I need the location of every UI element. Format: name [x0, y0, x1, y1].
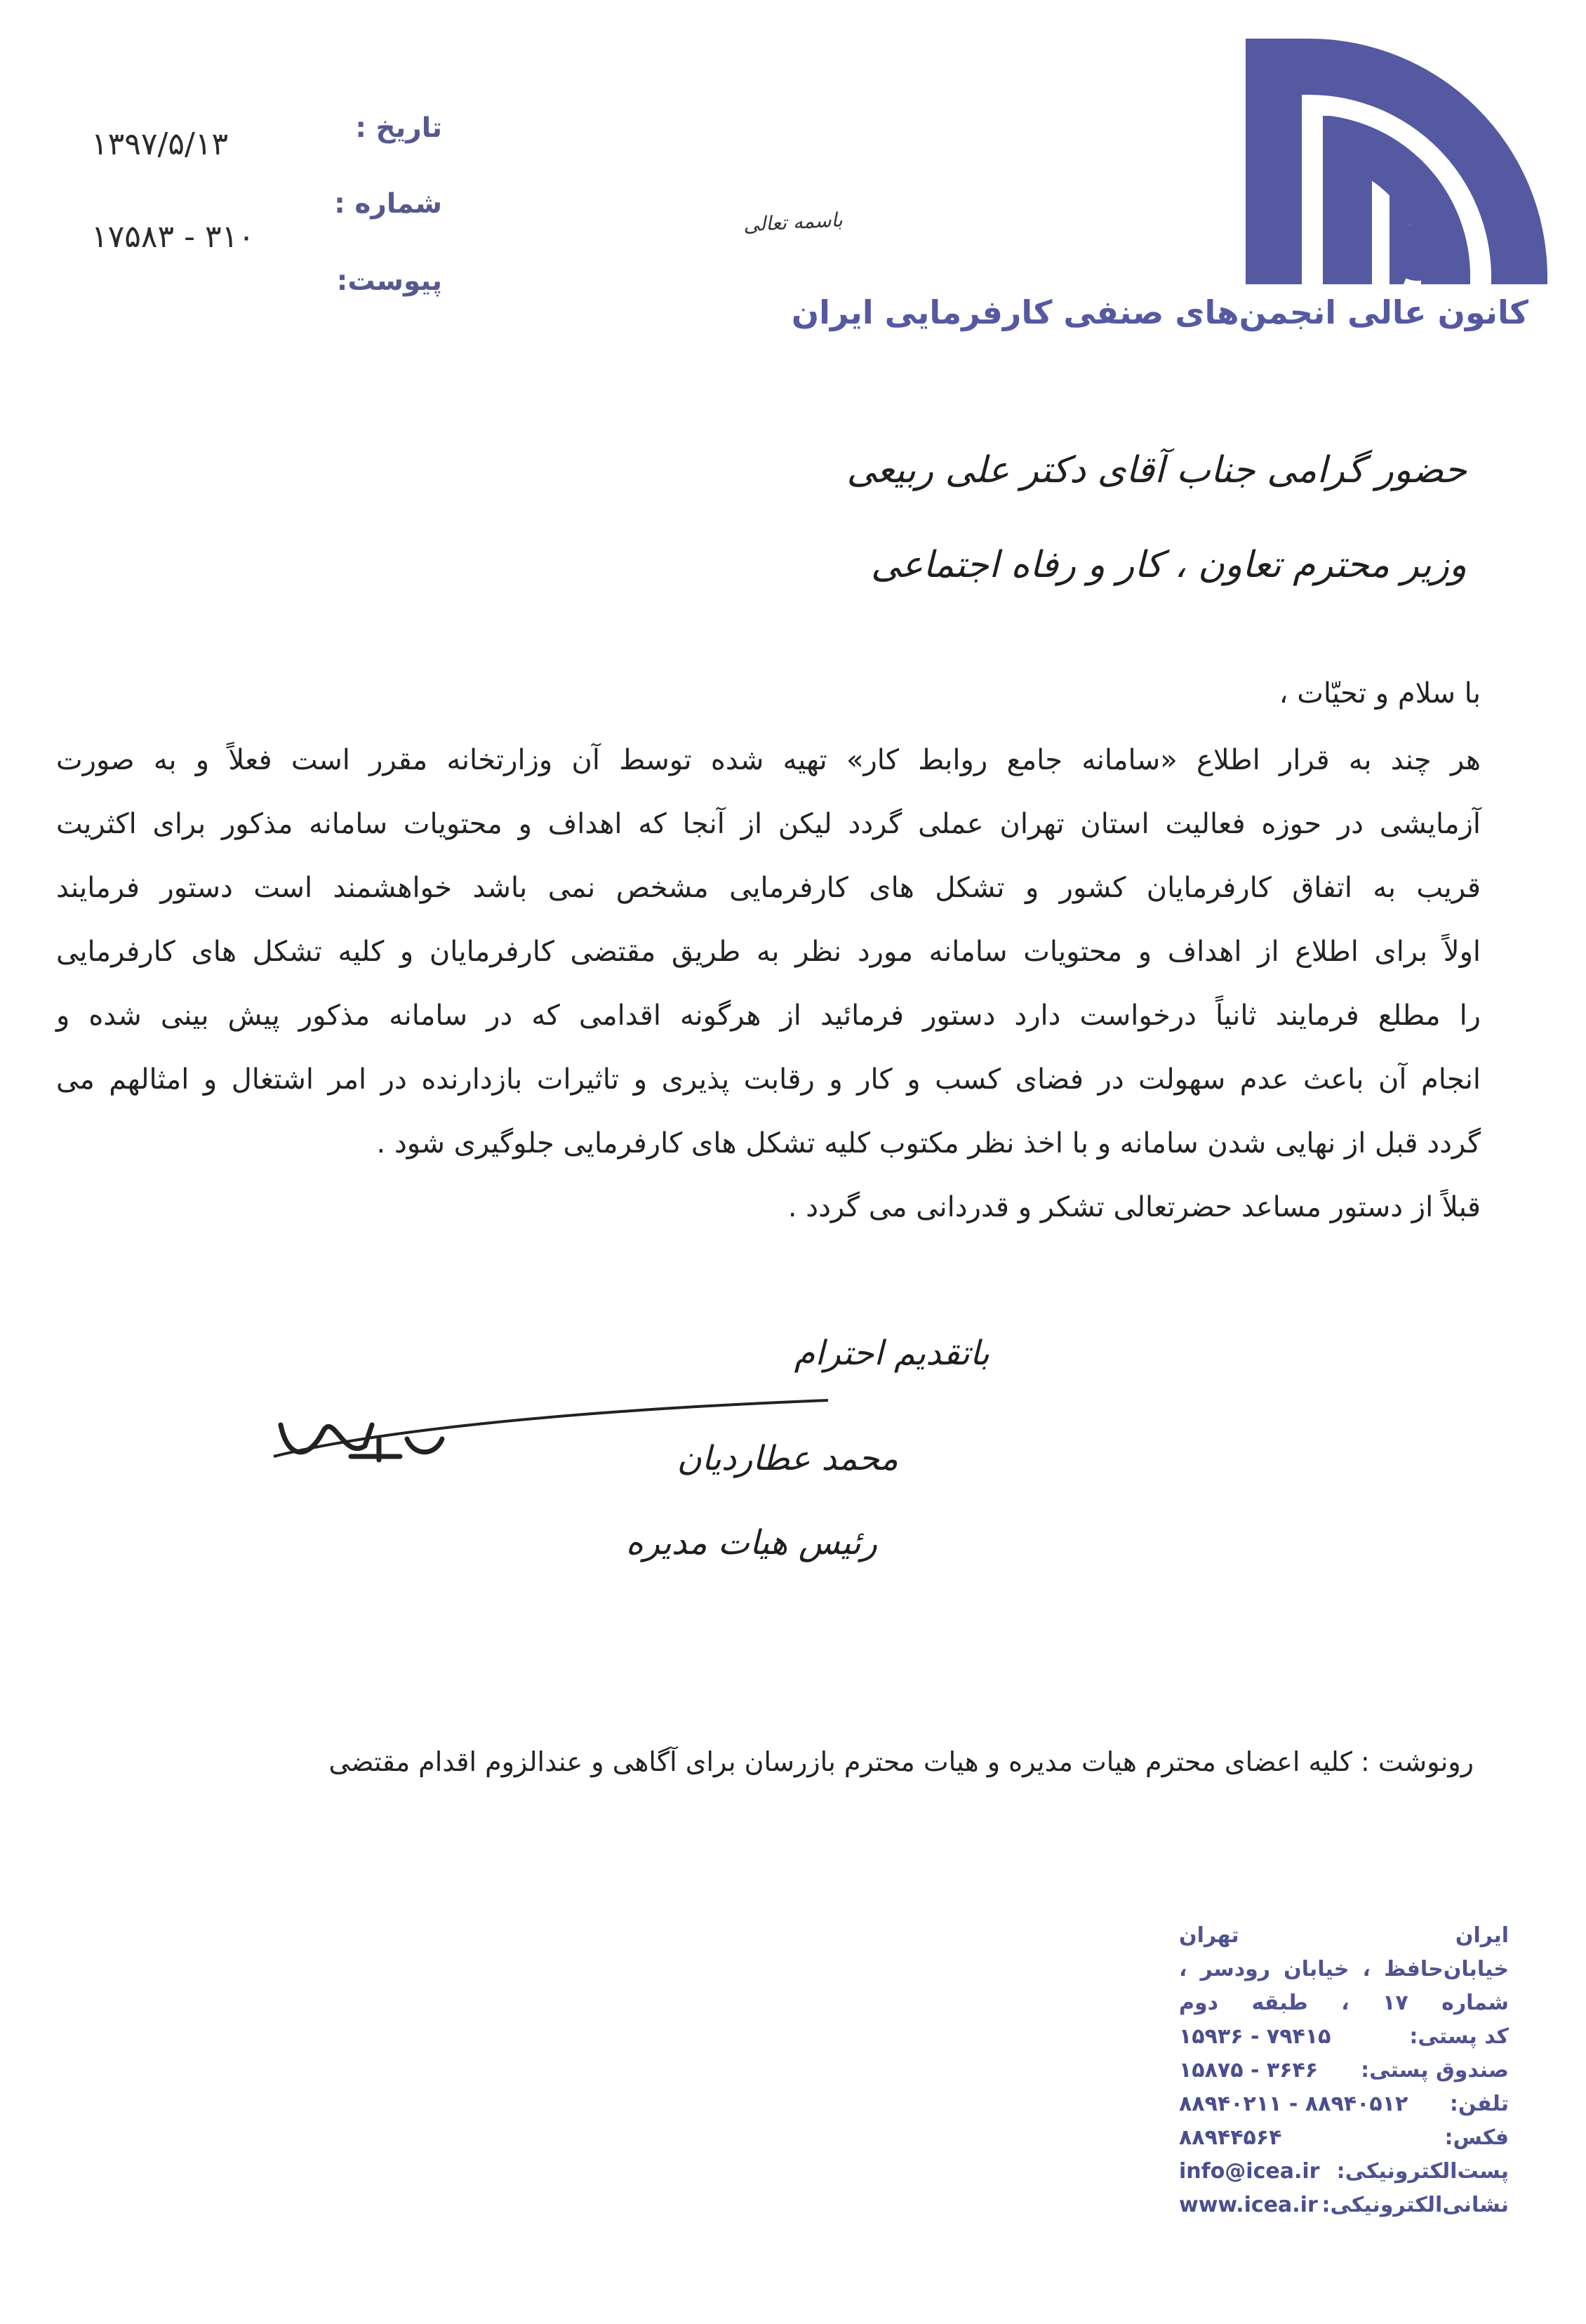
body-line: را مطلع فرمایند ثانیاً درخواست دارد دستور فرمائید از هرگونه اقدامی که در سامانه مذکور پیش بینی شده و — [56, 1000, 1481, 1032]
number-value: ۳۱۰ - ۱۷۵۸۳ — [91, 219, 255, 255]
po-box-label: صندوق پستی: — [1361, 2058, 1509, 2083]
bismillah-heading: باسمه تعالی — [742, 208, 844, 237]
footer-postal-code — [1179, 2024, 1509, 2058]
date-value: ۱۳۹۷/۵/۱۳ — [91, 126, 229, 162]
footer-phone — [1179, 2092, 1509, 2125]
footer-fax — [1179, 2125, 1509, 2159]
fax-value: ۸۸۹۴۴۵۶۴ — [1179, 2125, 1282, 2150]
postal-code-label: کد پستی: — [1409, 2024, 1509, 2049]
contact-footer — [1179, 1923, 1509, 2226]
website-label: نشانی‌الکترونیکی: — [1321, 2193, 1509, 2217]
closing-phrase: باتقدیم احترام — [794, 1334, 989, 1373]
letter-body — [56, 729, 1481, 1240]
footer-address-building: شماره ۱۷ ، طبقه دوم — [1179, 1991, 1509, 2015]
attachment-label: پیوست: — [336, 265, 442, 297]
addressee-title: وزیر محترم تعاون ، کار و رفاه اجتماعی — [870, 544, 1467, 586]
body-line: قبلاً از دستور مساعد حضرتعالی تشکر و قدردانی می گردد . — [787, 1191, 1481, 1223]
greeting: با سلام و تحیّات ، — [1279, 677, 1481, 710]
phone-value: ۸۸۹۴۰۲۱۱ - ۸۸۹۴۰۵۱۲ — [1179, 2092, 1408, 2116]
number-label: شماره : — [334, 188, 442, 220]
phone-label: تلفن: — [1449, 2092, 1509, 2116]
body-line: اولاً برای اطلاع از اهداف و محتویات سامانه مورد نظر به طریق مقتضی کارفرمایان و کلیه تشکل های کارفرمایی — [56, 936, 1481, 968]
footer-website — [1179, 2193, 1509, 2226]
po-box-value: ۱۵۸۷۵ - ۳۶۴۶ — [1179, 2058, 1319, 2083]
footer-po-box — [1179, 2058, 1509, 2092]
organization-name: کانون عالی انجمن‌های صنفی کارفرمایی ایران — [791, 293, 1528, 331]
email-label: پست‌الکترونیکی: — [1336, 2159, 1509, 2184]
footer-address-street: خیابان‌حافظ ، خیابان رودسر ، — [1179, 1957, 1509, 1981]
fax-label: فکس: — [1444, 2125, 1509, 2150]
website-value[interactable]: www.icea.ir — [1179, 2193, 1318, 2217]
signer-name: محمد عطاردیان — [677, 1439, 898, 1478]
body-line: آزمایشی در حوزه فعالیت استان تهران عملی گردد لیکن از آنجا که اهداف و محتویات سامانه مذکور برای اکثریت — [56, 808, 1481, 840]
body-line: گردد قبل از نهایی شدن سامانه و با اخذ نظر مکتوب کلیه تشکل های کارفرمایی جلوگیری شود . — [376, 1127, 1481, 1160]
wifi-signal-logo-icon — [1218, 39, 1547, 291]
addressee-name: حضور گرامی جناب آقای دکتر علی ربیعی — [846, 449, 1467, 491]
body-line: انجام آن باعث عدم سهولت در فضای کسب و کار و رقابت پذیری و تاثیرات بازدارنده در امر اشتغال و امثالهم می — [56, 1063, 1481, 1096]
email-value[interactable]: info@icea.ir — [1179, 2159, 1320, 2184]
signer-title: رئیس هیات مدیره — [625, 1523, 877, 1562]
date-label: تاریخ : — [355, 112, 442, 144]
cc-line: رونوشت : کلیه اعضای محترم هیات مدیره و هیات محترم بازرسان برای آگاهی و عندالزوم اقدام مقتضی — [328, 1746, 1474, 1777]
footer-email — [1179, 2159, 1509, 2193]
body-line: قریب به اتفاق کارفرمایان کشور و تشکل های کارفرمایی مشخص نمی باشد خواهشمند است دستور فرمایند — [56, 872, 1481, 904]
body-line: هر چند به قرار اطلاع «سامانه جامع روابط کار» تهیه شده توسط آن وزارتخانه مقرر است فعلاً و به صورت — [56, 744, 1481, 776]
footer-address-city: ایران تهران — [1179, 1923, 1509, 1948]
postal-code-value: ۱۵۹۳۶ - ۷۹۴۱۵ — [1179, 2024, 1331, 2049]
